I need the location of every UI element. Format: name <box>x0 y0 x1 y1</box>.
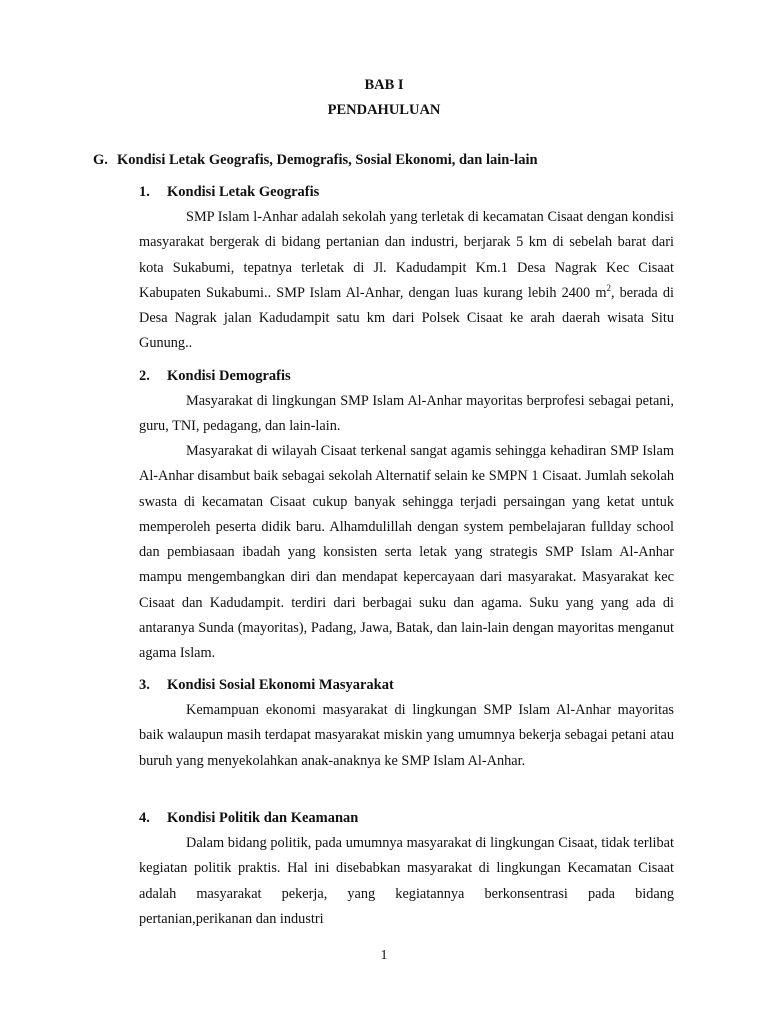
subsection-3-number: 3. <box>139 677 150 693</box>
subsection-1-text-a: SMP Islam l-Anhar adalah sekolah yang terletak di kecamatan Cisaat dengan kondisi masyarakat bergerak di bidang pertanian dan industri, berjarak 5 km di sebelah barat dari kota Sukabumi, tepatnya terletak di Jl. Kadudampit Km.1 Desa Nagrak Kec Cisaat Kabupaten Sukabumi.. SMP Islam Al-Anhar, dengan luas kurang lebih 2400 m <box>139 209 674 301</box>
subsection-2-number: 2. <box>139 368 150 384</box>
subsection-2-heading <box>139 368 291 385</box>
subsection-2-title: Kondisi Demografis <box>167 368 291 384</box>
subsection-2-text-1: Masyarakat di lingkungan SMP Islam Al-Anhar mayoritas berprofesi sebagai petani, guru, TNI, pedagang, dan lain-lain. <box>139 393 674 435</box>
subsection-1-title: Kondisi Letak Geografis <box>167 184 320 200</box>
subsection-3-text: Kemampuan ekonomi masyarakat di lingkungan SMP Islam Al-Anhar mayoritas baik walaupun masih terdapat masyarakat miskin yang umumnya bekerja sebagai petani atau buruh yang menyekolahkan anak-anaknya ke SMP Islam Al-Anhar. <box>139 702 674 769</box>
subsection-4-title: Kondisi Politik dan Keamanan <box>167 810 359 826</box>
subsection-2-text-2: Masyarakat di wilayah Cisaat terkenal sangat agamis sehingga kehadiran SMP Islam Al-Anhar disambut baik sebagai sekolah Alternatif selain ke SMPN 1 Cisaat. Jumlah sekolah swasta di kecamatan Cisaat cukup banyak sehingga terjadi persaingan yang ketat untuk memperoleh peserta didik baru. Alhamdulillah dengan system pembelajaran fullday school dan pembiasaan ibadah yang konsisten serta letak yang strategis SMP Islam Al-Anhar mampu mengembangkan diri dan mendapat kepercayaan dari masyarakat. Masyarakat kec Cisaat dan Kadudampit. terdiri dari berbagai suku dan agama. Suku yang yang ada di antaranya Sunda (mayoritas), Padang, Jawa, Batak, dan lain-lain dengan mayoritas menganut agama Islam. <box>139 443 674 662</box>
subsection-1-paragraph <box>139 205 674 357</box>
subsection-4-paragraph <box>139 831 674 932</box>
subsection-4-number: 4. <box>139 810 150 826</box>
subsection-1-heading <box>139 184 319 201</box>
subsection-1-number: 1. <box>139 184 150 200</box>
section-number: G. <box>93 152 108 168</box>
subsection-3-title: Kondisi Sosial Ekonomi Masyarakat <box>167 677 394 693</box>
chapter-title: PENDAHULUAN <box>327 102 441 118</box>
subsection-2-paragraph-2 <box>139 439 674 667</box>
chapter-label: BAB I <box>364 77 404 93</box>
subsection-1-text-b: , berada di Desa Nagrak jalan Kadudampit satu km dari Polsek Cisaat ke arah daerah wisata Situ Gunung.. <box>139 284 674 352</box>
subsection-3-paragraph <box>139 698 674 774</box>
section-title: Kondisi Letak Geografis, Demografis, Sosial Ekonomi, dan lain-lain <box>117 152 538 168</box>
superscript-2: 2 <box>606 283 611 294</box>
section-heading <box>93 152 538 169</box>
subsection-2-paragraph-1 <box>139 389 674 440</box>
subsection-4-text: Dalam bidang politik, pada umumnya masyarakat di lingkungan Cisaat, tidak terlibat kegiatan politik praktis. Hal ini disebabkan masyarakat di lingkungan Kecamatan Cisaat adalah masyarakat pekerja, yang kegiatannya berkonsentrasi pada bidang pertanian,perikanan dan industri <box>139 835 674 927</box>
subsection-3-heading <box>139 677 394 694</box>
page-number: 1 <box>380 948 388 963</box>
subsection-4-heading <box>139 810 358 827</box>
